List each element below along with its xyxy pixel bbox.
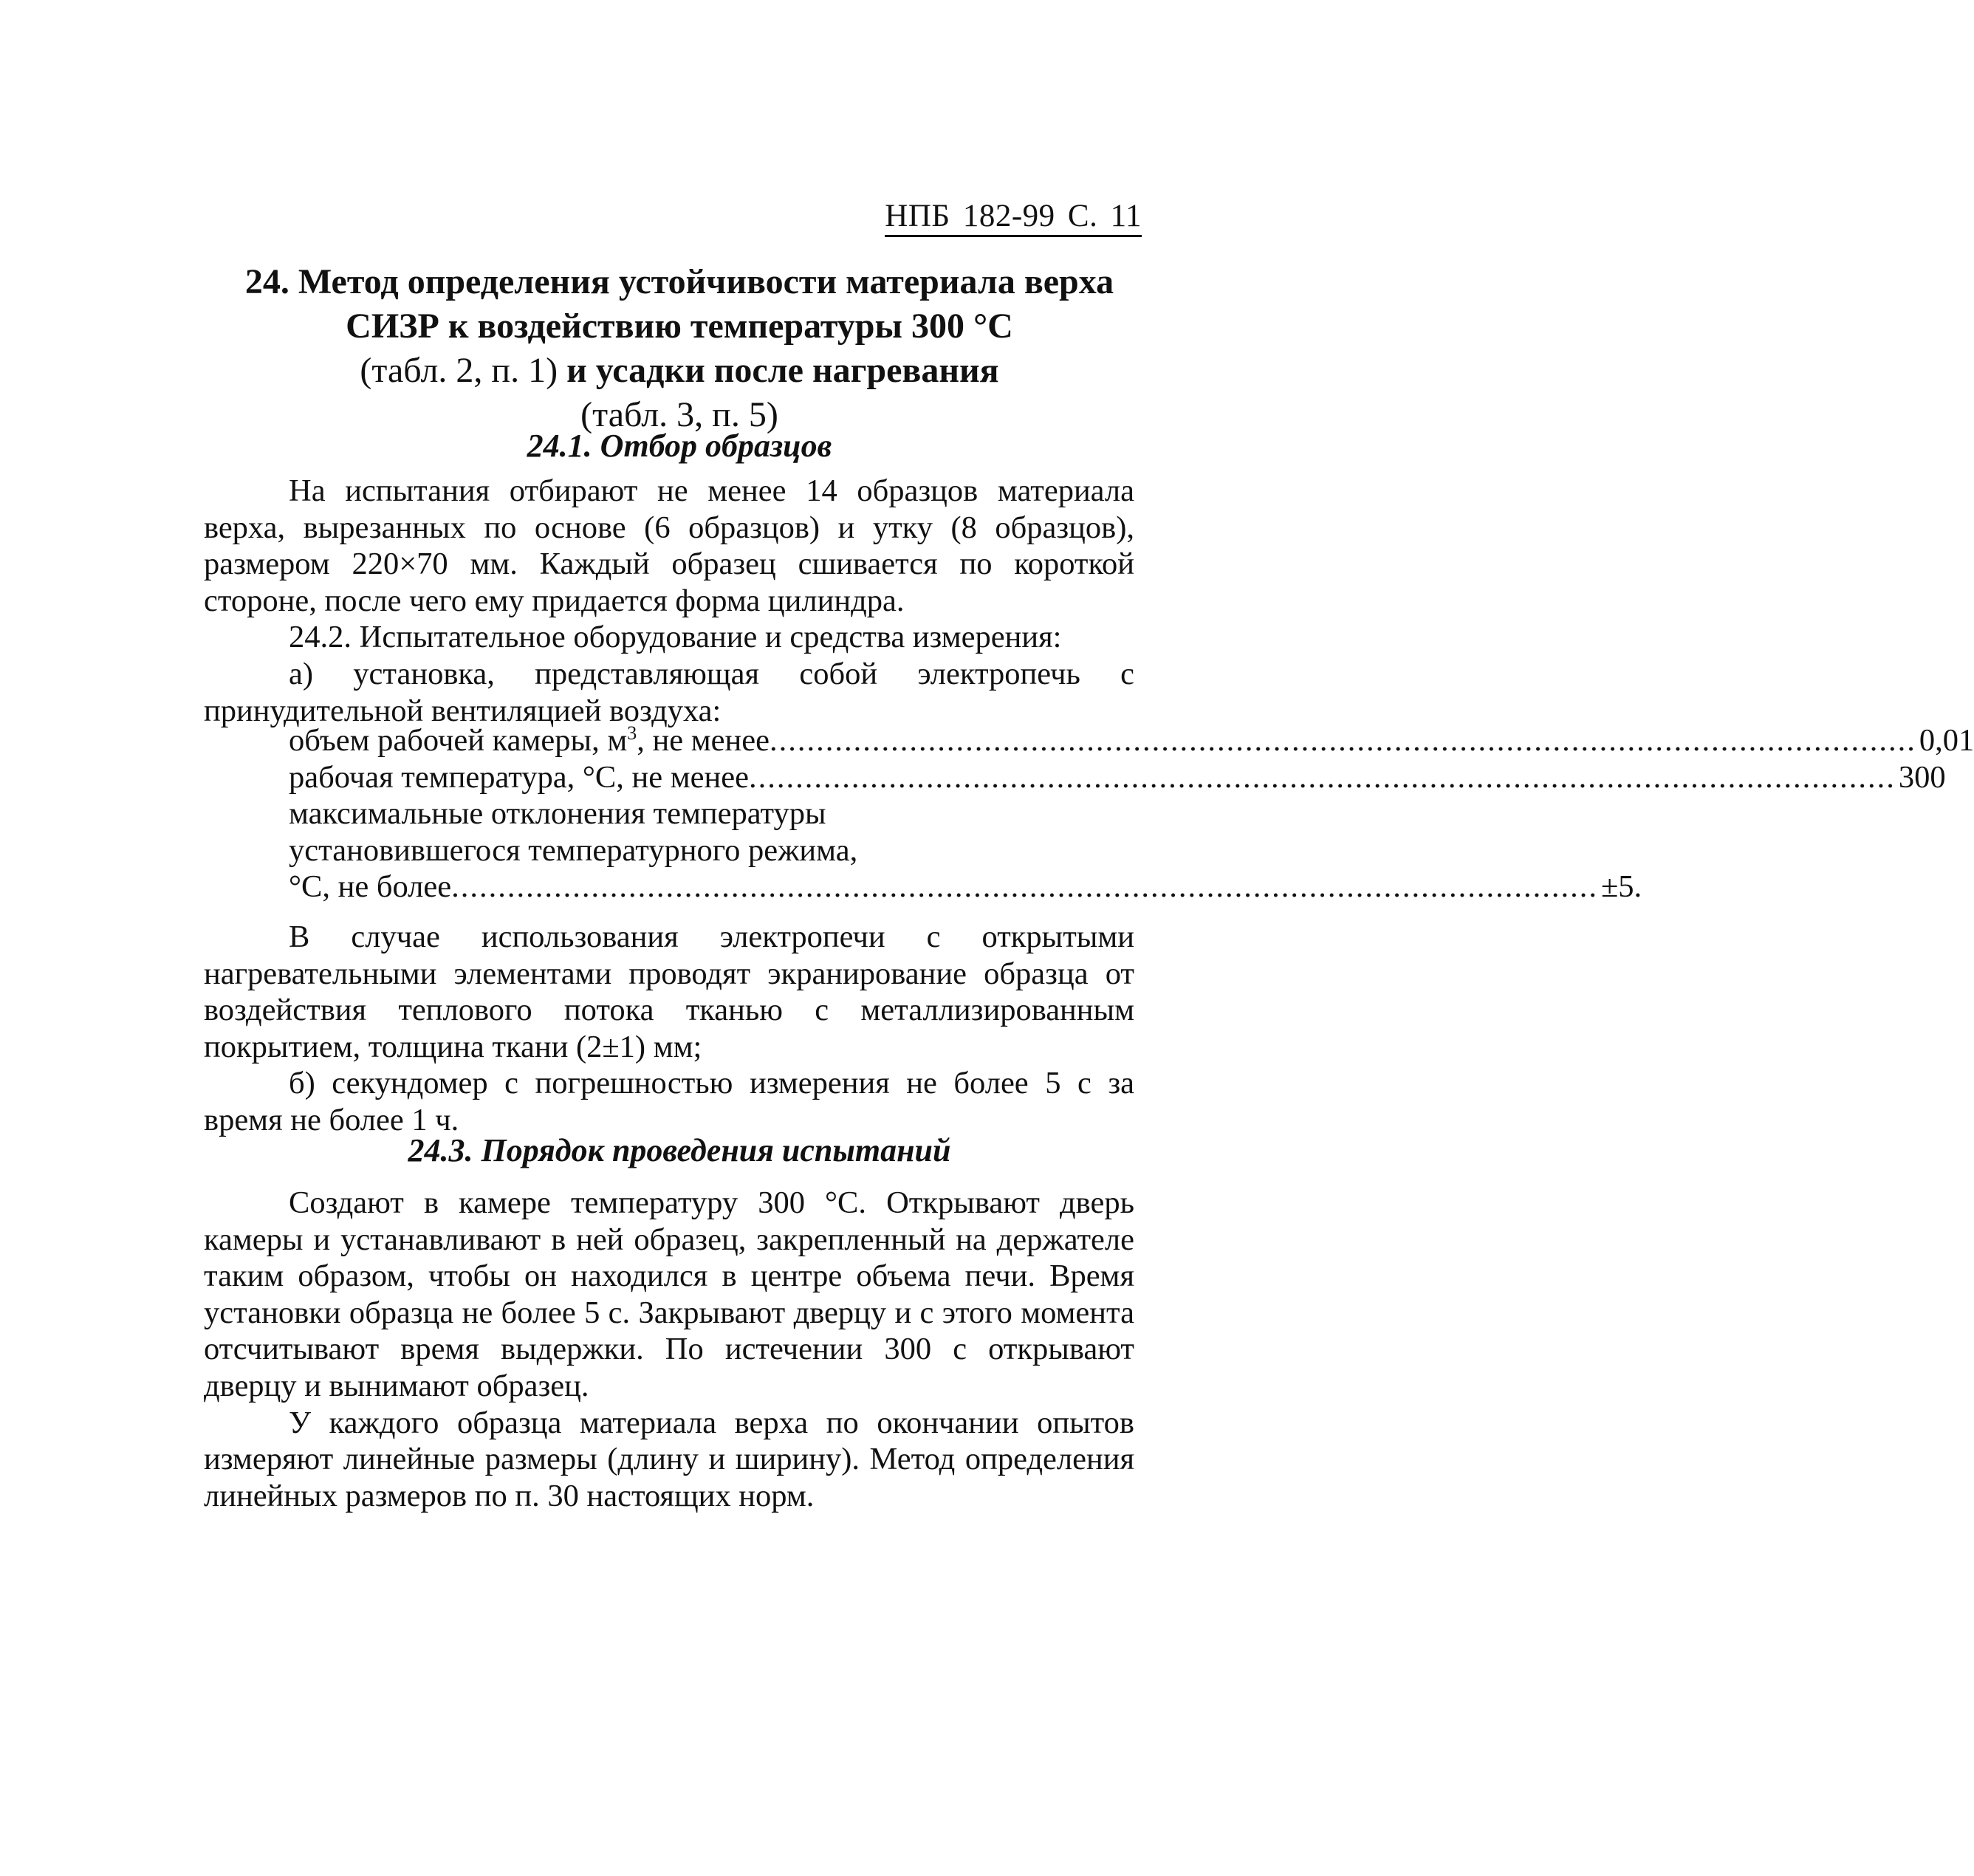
section-title-line-4: (табл. 3, п. 5) [580, 395, 778, 434]
spec-label: объем рабочей камеры, $м^3$, не менее [289, 722, 770, 758]
spec-row-temperature: рабочая температура, °С, не менее ........................................................................................................................... 300 [289, 759, 1946, 795]
equipment-specs [289, 722, 1974, 906]
spec-label: °С, не более [289, 869, 452, 905]
spec-deviation-line-2: установившегося температурного режима, [289, 832, 858, 868]
paragraph-shielding: В случае использования электропечи с открытыми нагревательными элементами проводят экранирование образца от воздействия теплового потока тканью с металлизированным покрытием, толщина ткани (2±1) мм; [204, 920, 1134, 1064]
spec-value: ±5. [1600, 869, 1642, 905]
section-title [236, 260, 1123, 437]
spec-label: рабочая температура, °С, не менее [289, 759, 749, 795]
paragraph-equipment: 24.2. Испытательное оборудование и средства измерения: [289, 620, 1062, 655]
page-header: НПБ 182-99 С. 11 [885, 198, 1142, 237]
paragraph-equipment-a: а) установка, представляющая собой электропечь с принудительной вентиляцией воздуха: [204, 656, 1134, 728]
paragraph-measurement: У каждого образца материала верха по окончании опытов измеряют линейные размеры (длину и ширину). Метод определения линейных размеров по п. 30 настоящих норм. [204, 1405, 1134, 1513]
spec-deviation-line-1: максимальные отклонения температуры [289, 796, 826, 832]
table-reference: (табл. 2, п. 1) [360, 351, 558, 390]
paragraph-procedure: Создают в камере температуру 300 °С. Открывают дверь камеры и устанавливают в ней образец, закрепленный на держателе таким образом, чтобы он находился в центре объема печи. Время установки образца не более 5 с. Закрывают дверцу и с этого момента отсчитывают время выдержки. По истечении 300 с открывают дверцу и вынимают образец. [204, 1185, 1134, 1403]
spec-value: 0,01 [1919, 723, 1974, 758]
subsection-heading-24-1: 24.1. Отбор образцов [527, 428, 832, 464]
body-block-3 [204, 1185, 1134, 1514]
section-title-line-2: СИЗР к воздействию температуры 300 °С [346, 307, 1013, 346]
spec-value: 300 [1898, 759, 1946, 795]
paragraph-sampling: На испытания отбирают не менее 14 образцов материала верха, вырезанных по основе (6 образцов) и утку (8 образцов), размером 220×70 мм. Каждый образец сшивается по короткой стороне, после чего ему придается форма цилиндра. [204, 473, 1134, 618]
paragraph-equipment-b: б) секундомер с погрешностью измерения не более 5 с за время не более 1 ч. [204, 1066, 1134, 1137]
section-title-line-3-rest: и усадки после нагревания [558, 351, 999, 390]
spec-row-deviation: °С, не более ........................................................................................................................... ±5. [289, 869, 1642, 905]
body-block-2 [204, 919, 1134, 1139]
subsection-heading-24-3: 24.3. Порядок проведения испытаний [408, 1132, 951, 1168]
section-title-line-1: 24. Метод определения устойчивости материала верха [244, 262, 1114, 301]
section-title-line-3 [236, 349, 1123, 393]
body-block-1 [204, 473, 1134, 729]
spec-row-volume: объем рабочей камеры, $м^3$, не менее ........................................................................................................................... 0,01 [289, 722, 1974, 758]
